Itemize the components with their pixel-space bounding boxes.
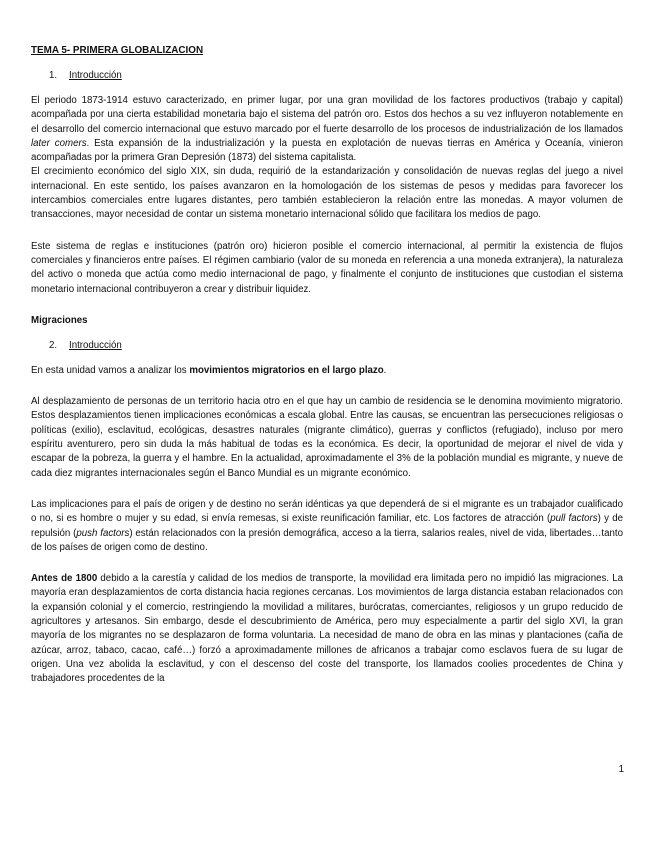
pull-factors-term: pull factors [550,513,598,525]
section-1-heading [31,69,623,83]
paragraph-6: Las implicaciones para el país de origen y de destino no serán idénticas ya que dependerá de si el migrante es un trabajador cualificado o no, si es hombre o mujer y su edad, si envía remesas, si existe reunificación familiar, etc. Los factores de atracción (pull factors) y de repulsión (push factors) están relacionados con la presión demográfica, acceso a la tierra, salarios reales, nivel de vida, libertades…tanto de los países de origen como de destino. [31,498,623,553]
section-2-label: Introducción [69,339,122,351]
paragraph-7: Antes de 1800 debido a la carestía y calidad de los medios de transporte, la movilidad era limitada pero no impidió las migraciones. La mayoría eran desplazamientos de corta distancia hacia regiones cercanas. Los movimientos de larga distancia estaban relacionados con la expansión colonial y el comercio, restringiendo la movilidad a militares, burócratas, comerciantes, religiosos y un grupo reducido de agricultores y artesanos. Sin embargo, desde el descubrimiento de América, pero muy especialmente a partir del siglo XVI, la gran mayoría de los migrantes no se desplazaron de forma voluntaria. La necesidad de mano de obra en las minas y plantaciones (caña de azúcar, arroz, tabaco, cacao, café…) forzó a aproximadamente millones de africanos a trabajar como esclavos fuera de su lugar de origen. Una vez abolida la esclavitud, y con el descenso del coste del transporte, los llamados coolies procedentes de China y trabajadores procedentes de la [31,573,623,685]
migraciones-heading: Migraciones [31,314,88,326]
paragraph-4: En esta unidad vamos a analizar los movimientos migratorios en el largo plazo. [31,364,387,376]
paragraph-3: Este sistema de reglas e instituciones (patrón oro) hicieron posible el comercio internacional, al permitir la existencia de flujos comerciales y financieros entre países. El régimen cambiario (valor de su moneda en referencia a una moneda extranjera), la naturaleza del activo o moneda que actúa como medio internacional de pago, y finalmente el conjunto de instituciones que custodian el sistema monetario internacional contribuyeron a crear y distribuir liquidez. [31,240,623,295]
push-factors-term: push factors [76,527,130,539]
paragraph-5: Al desplazamiento de personas de un territorio hacia otro en el que hay un cambio de residencia se le denomina movimiento migratorio. Estos desplazamientos tienen implicaciones económicas a escala global. Entre las causas, se encuentran las persecuciones religiosas o políticas (exilio), esclavitud, ecológicas, desastres naturales (migrante climático), guerras y conflictos (refugiado), incluso por mero espíritu aventurero, pero sin duda la más habitual de todas es la económica. Es decir, la oportunidad de mejorar el nivel de vida y escapar de la pobreza, la guerra y el hambre. En la actualidad, aproximadamente el 3% de la población mundial es migrante, y nueve de cada diez migrantes internacionales según el Banco Mundial es un migrante económico. [31,396,623,479]
later-comers-term: later comers [31,137,87,149]
section-2-heading [31,339,623,353]
document-page [31,44,623,687]
page-number: 1 [618,764,624,775]
section-1-number: 1. [49,70,58,81]
paragraph-1: El periodo 1873-1914 estuvo caracterizado, en primer lugar, por una gran movilidad de los factores productivos (trabajo y capital) acompañada por una cierta estabilidad monetaria bajo el sistema del patrón oro. Estos dos hechos a su vez influyeron notablemente en el desarrollo del comercio internacional que estuvo marcado por el fuerte desarrollo de los procesos de industrialización de los llamados later comers. Esta expansión de la industrialización y la puesta en explotación de nuevas tierras en América y Oceanía, vinieron acompañadas por la primera Gran Depresión (1873) del sistema capitalista. [31,95,623,164]
section-1-label: Introducción [69,70,122,81]
document-title: TEMA 5- PRIMERA GLOBALIZACION [31,45,204,56]
section-2-number: 2. [49,339,58,351]
paragraph-2: El crecimiento económico del siglo XIX, sin duda, requirió de la estandarización y consolidación de nuevas reglas del juego a nivel internacional. En este sentido, los países avanzaron en la homologación de los sistemas de pesos y medidas para favorecer los intercambios comerciales entre lugares distantes, pero también establecieron la relación entre las monedas. A mayor volumen de transacciones, mayor necesidad de contar un sistema monetario internacional sólido que facilitara los medios de pago. [31,166,623,221]
before-1800-term: Antes de 1800 [31,573,98,585]
long-term-migration-term: movimientos migratorios en el largo plazo [189,364,384,376]
